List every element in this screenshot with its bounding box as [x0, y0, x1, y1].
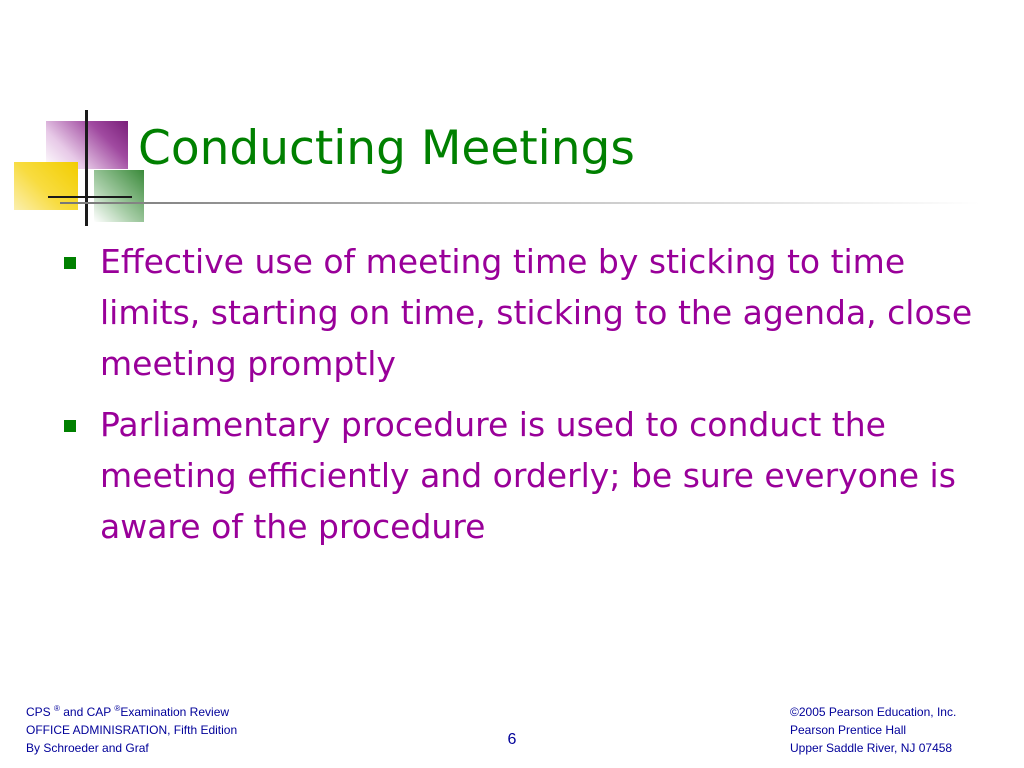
- square-bullet-icon: [64, 257, 76, 269]
- footer-left-line-3: By Schroeder and Graf: [26, 741, 149, 755]
- horizontal-line: [48, 196, 132, 198]
- footer-right-line-3: Upper Saddle River, NJ 07458: [790, 741, 953, 755]
- footer-exam-review-text: Examination Review: [120, 705, 230, 719]
- square-bullet-icon: [64, 420, 76, 432]
- bullet-list: [60, 236, 1010, 562]
- footer-right-line-1: ©2005 Pearson Education, Inc.: [790, 705, 957, 719]
- footer-right: [790, 703, 956, 757]
- bullet-item: [60, 236, 1000, 389]
- footer-left-line-2: OFFICE ADMINISRATION, Fifth Edition: [26, 723, 238, 737]
- footer-cap-text: and CAP: [59, 705, 115, 719]
- slide-title: Conducting Meetings: [138, 121, 635, 176]
- footer-right-line-2: Pearson Prentice Hall: [790, 723, 907, 737]
- vertical-line: [85, 110, 88, 226]
- footer-cps-text: CPS: [26, 705, 55, 719]
- footer-left: [26, 703, 237, 757]
- title-underline: [60, 202, 980, 204]
- bullet-text: Parliamentary procedure is used to conduct the meeting efficiently and orderly; be sure everyone is aware of the procedure: [100, 405, 956, 546]
- bullet-item: [60, 399, 1000, 552]
- bullet-text: Effective use of meeting time by sticking to time limits, starting on time, sticking to the agenda, close meeting promptly: [100, 242, 973, 383]
- registered-mark: ®: [54, 704, 60, 713]
- page-number: 6: [507, 731, 517, 748]
- footer-left-line-1: [26, 703, 237, 721]
- registered-mark: ®: [114, 704, 121, 713]
